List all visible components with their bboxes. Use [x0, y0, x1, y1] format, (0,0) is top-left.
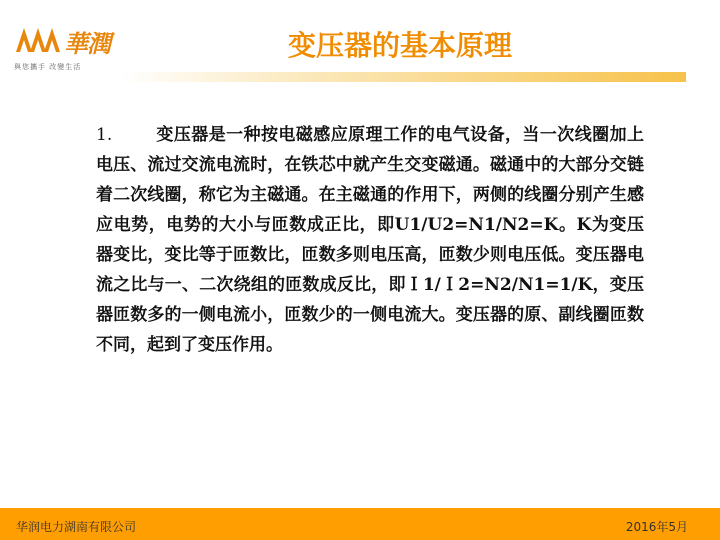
logo-slogan: 與您攜手 改變生活: [14, 63, 82, 71]
footer-company: 华润电力湖南有限公司: [16, 520, 137, 534]
paragraph-number: 1.: [96, 125, 113, 145]
footer-date: 2016年5月: [625, 520, 688, 534]
paragraph-text: 变压器是一种按电磁感应原理工作的电气设备，当一次线圈加上电压、流过交流电流时，在铁芯中就产生交变磁通。磁通中的大部分交链着二次线圈，称它为主磁通。在主磁通的作用下，两侧的线圈分别产生感应电势，电势的大小与匝数成正比，即U1/U2=N1/N2=K。K为变压器变比，变比等于匝数比，匝数多则电压高，匝数少则电压低。变压器电流之比与一、二次绕组的匝数成反比，即Ｉ1/Ｉ2=N2/N1=1/K，变压器匝数多的一侧电流小，匝数少的一侧电流大。变压器的原、副线圈匝数不同，起到了变压作用。: [96, 125, 644, 355]
logo-name: 華潤: [64, 29, 110, 58]
company-logo: [14, 18, 114, 74]
footer-bar: [0, 508, 720, 540]
slide-title: 变压器的基本原理: [287, 29, 512, 62]
body-paragraph: [96, 120, 644, 360]
title-underline-bar: [120, 72, 686, 82]
cr-logo-icon: [14, 18, 62, 58]
